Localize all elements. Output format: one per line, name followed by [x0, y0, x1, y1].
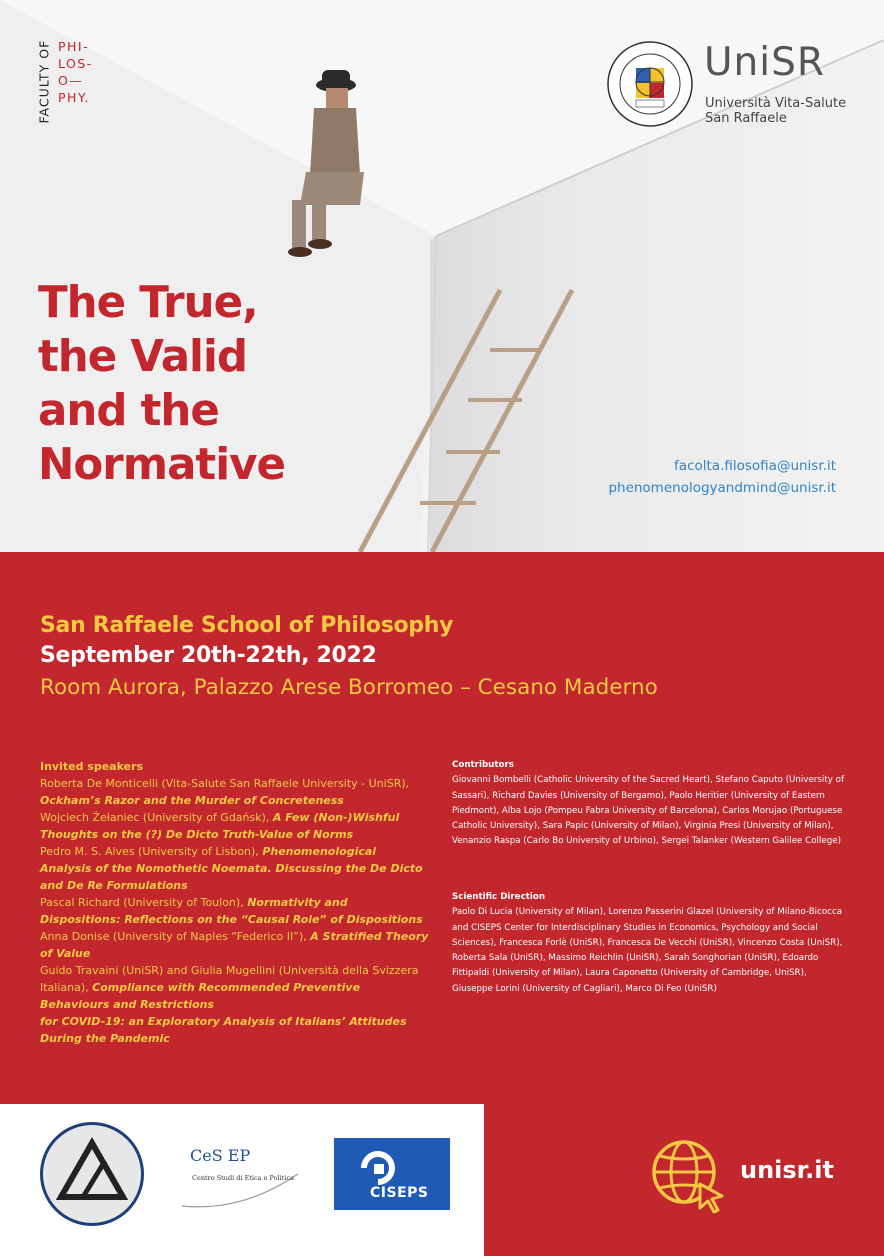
university-subtitle — [705, 96, 846, 126]
title-line: Normative — [38, 440, 285, 490]
talk-title: Compliance with Recommended Preventive Behaviours and Restrictions — [40, 981, 361, 1011]
website-link[interactable]: unisr.it — [740, 1156, 834, 1184]
contributors — [452, 758, 847, 850]
title-line: The True, — [38, 278, 258, 328]
event-venue: Room Aurora, Palazzo Arese Borromeo – Cesano Maderno — [40, 675, 658, 700]
talk-title: A Few (Non-)Wishful Thoughts on the (?) De Dicto Truth-Value of Norms — [40, 811, 400, 841]
talk-title: A Stratified Theory of Value — [40, 930, 429, 960]
faculty-line: LOS- — [58, 56, 93, 71]
faculty-line: PHY. — [58, 90, 91, 105]
university-subtitle-line: San Raffaele — [705, 111, 787, 126]
speakers-heading: Invited speakers — [40, 760, 144, 773]
speaker-name: Pascal Richard (University of Toulon), — [40, 896, 248, 909]
contact-emails — [608, 455, 836, 499]
page-title — [38, 276, 285, 492]
invited-speakers — [40, 758, 430, 1047]
university-subtitle-line: Università Vita-Salute — [705, 96, 847, 111]
ciseps-name: CISEPS — [370, 1185, 429, 1201]
talk-title: Phenomenological Analysis of the Nomothetic Noemata. Discussing the De Dicto and De Re Formulations — [40, 845, 423, 892]
talk-title: for COVID-19: an Exploratory Analysis of Italians’ Attitudes During the Pandemic — [40, 1015, 407, 1045]
speaker-item — [40, 962, 430, 1013]
speaker-name: Guido Travaini (UniSR) and Giulia Mugellini (Università della Svizzera Italiana), — [40, 964, 419, 994]
triangle-logo-icon — [43, 1125, 141, 1223]
contributors-list: Giovanni Bombelli (Catholic University of the Sacred Heart), Stefano Caputo (University of Sassari), Richard Davies (University of Bergamo), Paolo Heritier (University of Eastern Piedmont), Alba Lojo (Pompeu Fabra University of Barcelona), Carlos Morujao (Portuguese Catholic University), Sara Papic (University of Milan), Virginia Presi (University of Milan), Venanzio Raspa (Carlo Bo University of Urbino), Sergei Talanker (Western Galilee College) — [452, 775, 845, 847]
cesep-logo — [172, 1134, 302, 1214]
university-wordmark: UniSR — [704, 40, 825, 85]
ciseps-logo — [334, 1138, 450, 1210]
talk-title: Normativity and Dispositions: Reflections on the “Causal Role” of Dispositions — [40, 896, 423, 926]
speaker-name: Wojciech Żełaniec (University of Gdańsk), — [40, 811, 273, 824]
event-dates: September 20th-22th, 2022 — [40, 643, 377, 668]
direction-list: Paolo Di Lucia (University of Milan), Lorenzo Passerini Glazel (University of Milano-Bicocca and CISEPS Center for Interdisciplinary Studies in Economics, Psychology and Social Sciences), Francesca Forlè (UniSR), Francesca De Vecchi (UniSR), Vincenzo Costa (UniSR), Roberta Sala (UniSR), Massimo Reichlin (UniSR), Sarah Songhorian (UniSR), Edoardo Fittipaldi (University of Milan), Laura Caponetto (University of Cambridge, UniSR), Giuseppe Lorini (University of Cagliari), Marco Di Feo (UniSR) — [452, 907, 843, 994]
speaker-item — [40, 1013, 430, 1047]
faculty-vertical-label: FACULTY OF — [36, 39, 52, 124]
school-name: San Raffaele School of Philosophy — [40, 613, 454, 638]
faculty-line: O— — [58, 73, 84, 88]
title-line: and the — [38, 386, 219, 436]
speaker-name: Roberta De Monticelli (Vita-Salute San Raffaele University - UniSR), — [40, 777, 410, 790]
speaker-item — [40, 809, 430, 843]
cesep-subtitle: Centro Studi di Etica e Politica — [192, 1174, 294, 1182]
event-info — [40, 611, 658, 704]
email-link[interactable]: phenomenologyandmind@unisr.it — [608, 480, 836, 496]
cesep-name: CeS EP — [190, 1146, 251, 1165]
speaker-item — [40, 775, 430, 809]
speaker-item — [40, 928, 430, 962]
faculty-line: PHI- — [58, 39, 90, 54]
globe-cursor-icon[interactable] — [648, 1136, 728, 1216]
speaker-item — [40, 894, 430, 928]
phenomenology-center-logo — [40, 1122, 144, 1226]
title-line: the Valid — [38, 332, 248, 382]
email-link[interactable]: facolta.filosofia@unisr.it — [674, 458, 836, 474]
speaker-name: Anna Donise (University of Naples “Federico II”), — [40, 930, 311, 943]
talk-title: Ockham’s Razor and the Murder of Concreteness — [40, 794, 344, 807]
speaker-item — [40, 843, 430, 894]
direction-heading: Scientific Direction — [452, 892, 546, 902]
university-seal-icon — [606, 40, 694, 128]
speaker-name: Pedro M. S. Alves (University of Lisbon), — [40, 845, 263, 858]
contributors-heading: Contributors — [452, 760, 514, 770]
scientific-direction — [452, 890, 847, 997]
